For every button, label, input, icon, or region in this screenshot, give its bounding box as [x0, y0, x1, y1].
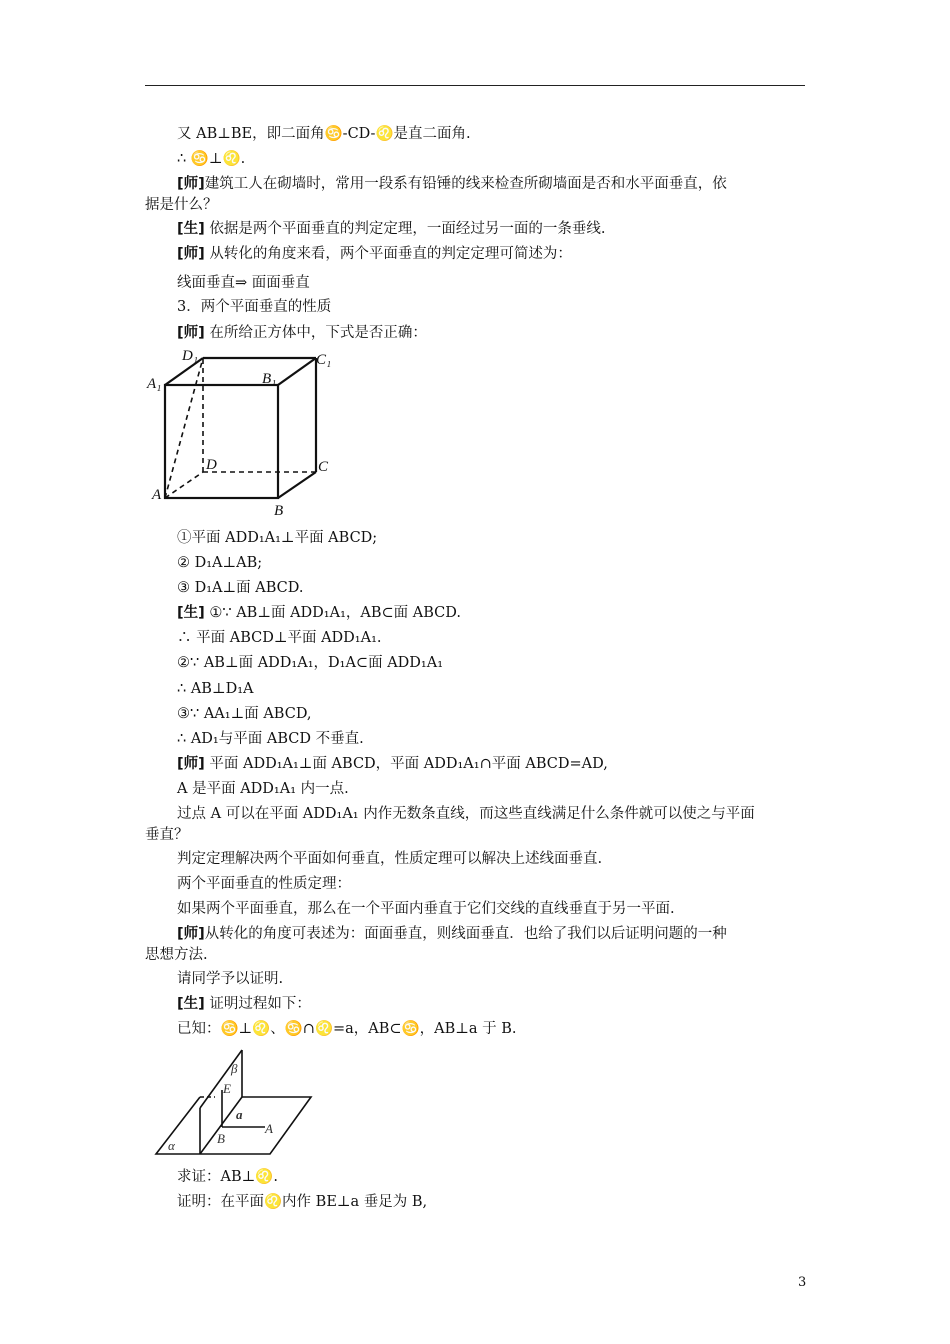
line-text: 据是什么？ — [145, 197, 218, 213]
line-text: 平面 ADD₁A₁⊥面 ABCD，平面 ADD₁A₁∩平面 ABCD=AD, — [204, 756, 608, 772]
label-B-plane: B — [217, 1131, 225, 1146]
line-text: 又 AB⊥BE，即二面角♋-CD-♌是直二面角. — [177, 126, 471, 142]
label-E: E — [223, 1081, 231, 1096]
label-D: D — [206, 457, 217, 473]
line-text: ③∵ AA₁⊥面 ABCD, — [177, 706, 312, 722]
speaker-tag: [师] — [177, 246, 205, 262]
label-A: A — [152, 487, 162, 503]
line-text: 证明过程如下： — [204, 996, 311, 1012]
line-text: 在所给正方体中，下式是否正确： — [204, 325, 427, 341]
speaker-tag: [生] — [177, 605, 205, 621]
cube-front-face — [165, 385, 278, 498]
speaker-tag: [师] — [177, 176, 205, 192]
cube-hidden-edges — [165, 358, 316, 498]
label-beta: β — [231, 1061, 238, 1076]
line-text: ②∵ AB⊥面 ADD₁A₁，D₁A⊂面 ADD₁A₁ — [177, 655, 444, 671]
label-a: a — [236, 1107, 243, 1122]
line-text: 建筑工人在砌墙时，常用一段系有铅锤的线来检查所砌墙面是否和水平面垂直，依 — [204, 176, 727, 192]
speaker-tag: [生] — [177, 996, 205, 1012]
line-text: ∴ ♋⊥♌. — [177, 151, 246, 167]
speaker-tag: [师] — [177, 756, 205, 772]
page-number: 3 — [798, 1275, 807, 1290]
line-text: 线面垂直⇒ 面面垂直 — [177, 275, 310, 291]
label-B1: B₁ — [262, 371, 277, 387]
label-alpha: α — [168, 1138, 175, 1153]
label-C: C — [318, 459, 329, 475]
label-B: B — [274, 503, 284, 519]
line-text: 两个平面垂直的性质定理： — [177, 876, 351, 892]
line-text: 从转化的角度可表述为：面面垂直，则线面垂直．也给了我们以后证明问题的一种 — [204, 926, 727, 942]
line-text: 思想方法. — [145, 947, 208, 963]
line-text: ③ D₁A⊥面 ABCD. — [177, 580, 304, 596]
line-text: ①∵ AB⊥面 ADD₁A₁，AB⊂面 ABCD. — [204, 605, 461, 621]
line-text: ∴ AD₁与平面 ABCD 不垂直. — [177, 731, 364, 747]
line-text: 3．两个平面垂直的性质 — [177, 299, 332, 315]
line-text: A 是平面 ADD₁A₁ 内一点. — [177, 781, 349, 797]
line-text: 请同学予以证明. — [177, 971, 284, 987]
line-text: 已知：♋⊥♌、♋∩♌=a，AB⊂♋，AB⊥a 于 B. — [177, 1021, 517, 1037]
line-text: 证明：在平面♌内作 BE⊥a 垂足为 B, — [177, 1194, 428, 1210]
line-text: 求证：AB⊥♌. — [177, 1169, 278, 1185]
speaker-tag: [师] — [177, 926, 205, 942]
line-text: 如果两个平面垂直，那么在一个平面内垂直于它们交线的直线垂直于另一平面. — [177, 901, 675, 917]
line-text: 依据是两个平面垂直的判定定理，一面经过另一面的一条垂线. — [204, 221, 606, 237]
line-text: ∴ AB⊥D₁A — [177, 681, 254, 697]
line-text: ①平面 ADD₁A₁⊥平面 ABCD; — [177, 530, 378, 546]
label-A-plane: A — [265, 1121, 273, 1136]
line-text: 判定定理解决两个平面如何垂直，性质定理可以解决上述线面垂直. — [177, 851, 603, 867]
speaker-tag: [师] — [177, 325, 205, 341]
label-C1: C₁ — [316, 352, 332, 368]
label-A1: A₁ — [147, 376, 162, 392]
label-D1: D₁ — [182, 348, 199, 364]
line-text: 从转化的角度来看，两个平面垂直的判定定理可简述为： — [204, 246, 572, 262]
line-text: 过点 A 可以在平面 ADD₁A₁ 内作无数条直线，而这些直线满足什么条件就可以使之与平面 — [177, 806, 755, 822]
line-text: 垂直？ — [145, 827, 189, 843]
speaker-tag: [生] — [177, 221, 205, 237]
line-text: ② D₁A⊥AB; — [177, 555, 263, 571]
line-text: ∴ 平面 ABCD⊥平面 ADD₁A₁. — [177, 630, 382, 646]
